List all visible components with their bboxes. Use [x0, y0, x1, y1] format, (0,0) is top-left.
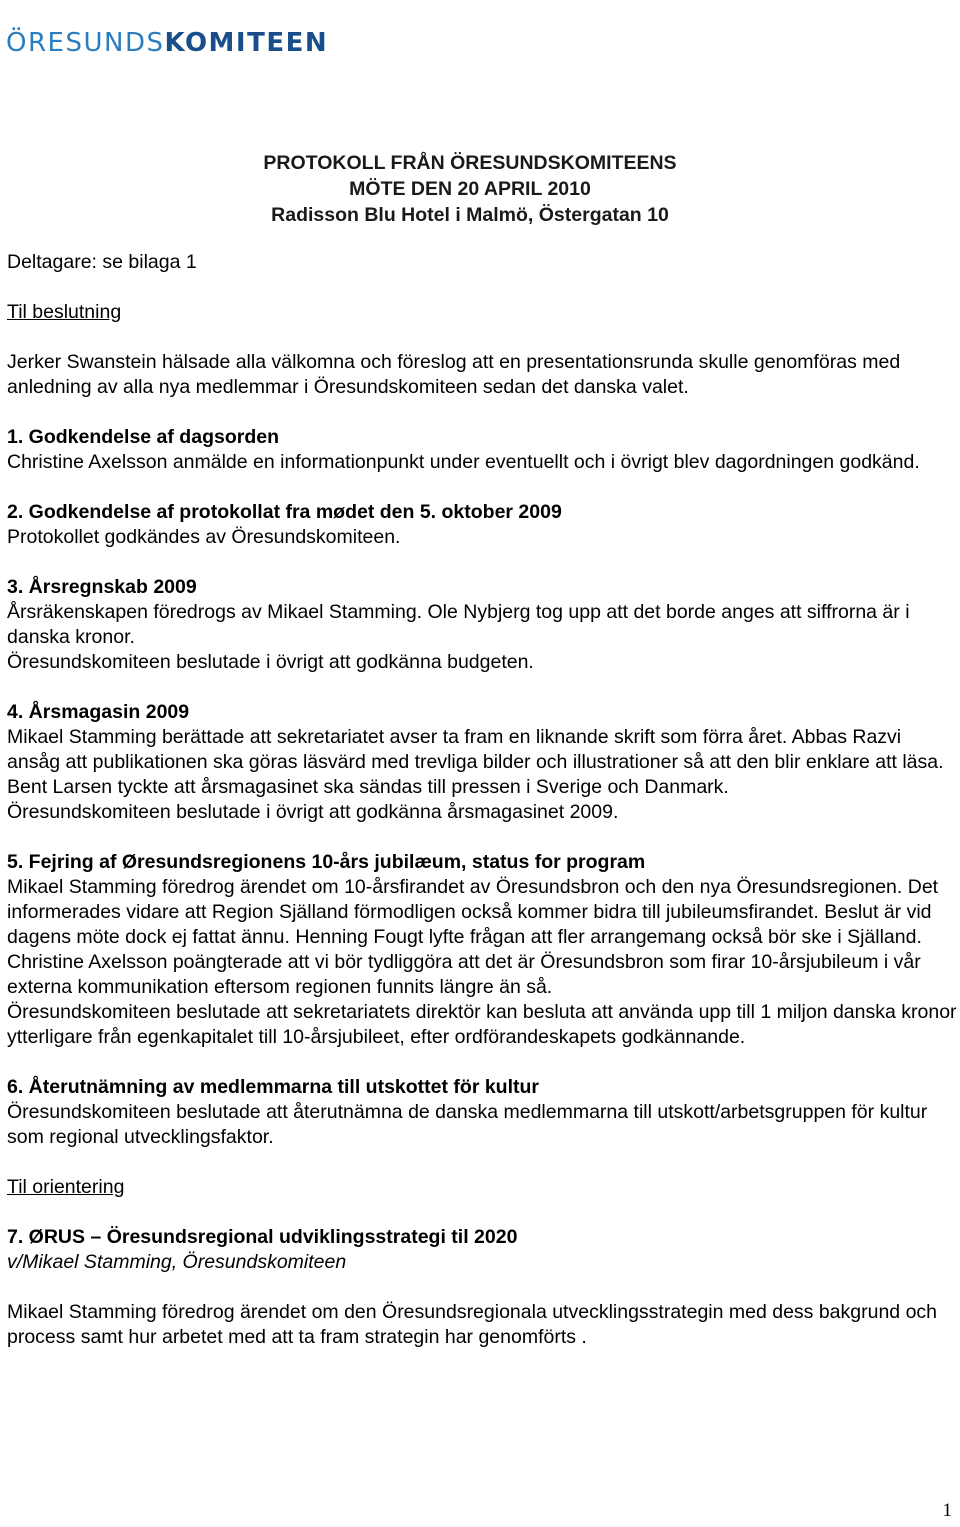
item-heading: 3. Årsregnskab 2009	[7, 576, 197, 598]
item-heading: 2. Godkendelse af protokollat fra mødet den 5. oktober 2009	[7, 501, 562, 523]
document-header	[200, 150, 740, 228]
agenda-item-5	[7, 850, 957, 1050]
item-decision: Öresundskomiteen beslutade att sekretariatets direktör kan besluta att använda upp till 1 miljon danska kronor ytterligare från egenkapitalet till 10-årsjubileet, efter ordförandeskapets godkännande.	[7, 1001, 957, 1048]
section-decision-heading: Til beslutning	[7, 301, 122, 323]
item-heading: 4. Årsmagasin 2009	[7, 701, 190, 723]
item-body: Mikael Stamming berättade att sekretariatet avser ta fram en liknande skrift som förra året. Abbas Razvi ansåg att publikationen ska göras läsvärd med trevliga bilder och illustrationer så att den blir enklare att läsa. Bent Larsen tyckte att årsmagasinet ska sändas till pressen i Sverige och Danmark.	[7, 726, 944, 798]
header-location: Radisson Blu Hotel i Malmö, Östergatan 10	[271, 204, 669, 226]
agenda-item-3	[7, 575, 957, 675]
item-decision: Öresundskomiteen beslutade i övrigt att godkänna årsmagasinet 2009.	[7, 801, 619, 823]
page-number: 1	[942, 1500, 952, 1521]
item-heading: 1. Godkendelse af dagsorden	[7, 426, 279, 448]
logo	[6, 30, 328, 56]
logo-part-2: KOMITEEN	[164, 28, 329, 58]
item-body: Mikael Stamming föredrog ärendet om 10-årsfirandet av Öresundsbron och den nya Öresundsregionen. Det informerades vidare att Region Själland förmodligen också kommer bidra till jubileumsfirandet. Beslut är vid dagens möte dock ej fattat ännu. Henning Fougt lyfte frågan att fler arrangemang också bör ske i Själland. Christine Axelsson poängterade att vi bör tydliggöra att det är Öresundsbron som firar 10-årsjubileum i vår externa kommunikation eftersom regionen funnits längre än så.	[7, 876, 939, 998]
agenda-item-2	[7, 500, 957, 550]
logo-part-1: ÖRESUNDS	[6, 28, 165, 58]
item-heading: 7. ØRUS – Öresundsregional udviklingsstrategi til 2020	[7, 1226, 518, 1248]
intro-paragraph: Jerker Swanstein hälsade alla välkomna och föreslog att en presentationsrunda skulle genomföras med anledning av alla nya medlemmar i Öresundskomiteen sedan det danska valet.	[7, 351, 901, 398]
header-title: PROTOKOLL FRÅN ÖRESUNDSKOMITEENS	[263, 152, 677, 174]
agenda-item-7-body: Mikael Stamming föredrog ärendet om den Öresundsregionala utvecklingsstrategin med dess bakgrund och process samt hur arbetet med att ta fram strategin har genomförts .	[7, 1301, 938, 1348]
item-body: Christine Axelsson anmälde en informationpunkt under eventuellt och i övrigt blev dagordningen godkänd.	[7, 451, 920, 473]
item-decision: Öresundskomiteen beslutade i övrigt att godkänna budgeten.	[7, 651, 534, 673]
agenda-item-4	[7, 700, 957, 825]
item-body: Protokollet godkändes av Öresundskomiteen.	[7, 526, 401, 548]
document-body	[7, 250, 957, 1350]
item-body: Årsräkenskapen föredrogs av Mikael Stamming. Ole Nybjerg tog upp att det borde anges att siffrorna är i danska kronor.	[7, 601, 910, 648]
section-info-heading: Til orientering	[7, 1176, 125, 1198]
item-heading: 6. Återutnämning av medlemmarna till utskottet för kultur	[7, 1076, 540, 1098]
agenda-item-7-header	[7, 1225, 957, 1275]
header-date: MÖTE DEN 20 APRIL 2010	[349, 178, 591, 200]
item-presenter: v/Mikael Stamming, Öresundskomiteen	[7, 1251, 347, 1273]
agenda-item-1	[7, 425, 957, 475]
item-heading: 5. Fejring af Øresundsregionens 10-års jubilæum, status for program	[7, 851, 646, 873]
participants: Deltagare: se bilaga 1	[7, 251, 197, 273]
agenda-item-6	[7, 1075, 957, 1150]
item-body: Öresundskomiteen beslutade att återutnämna de danska medlemmarna till utskott/arbetsgruppen för kultur som regional utvecklingsfaktor.	[7, 1101, 928, 1148]
